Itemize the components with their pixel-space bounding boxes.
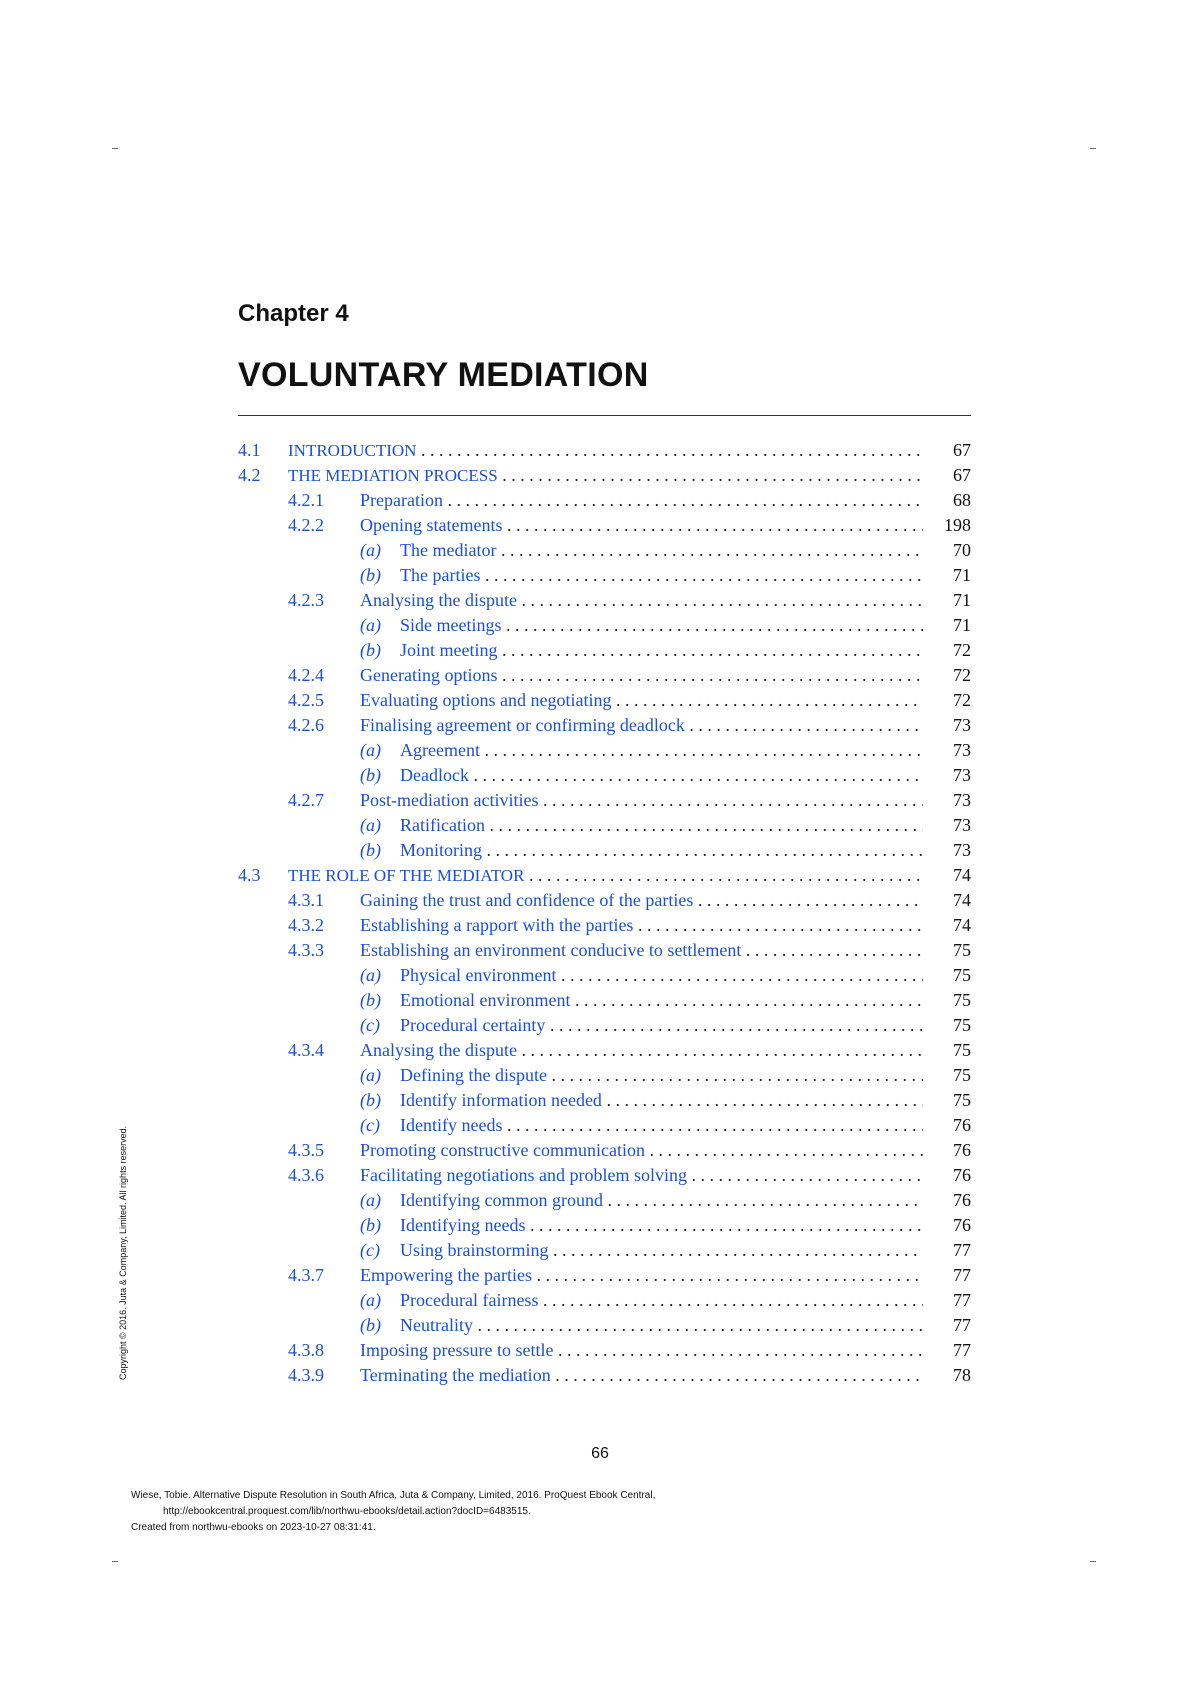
toc-entry[interactable] — [238, 863, 971, 888]
toc-entry[interactable] — [238, 838, 971, 863]
toc-entry-page: 77 — [953, 1290, 971, 1310]
toc-entry-page: 76 — [953, 1115, 971, 1135]
toc-entry[interactable] — [238, 688, 971, 713]
toc-entry-page: 78 — [953, 1365, 971, 1385]
toc-entry-number[interactable]: 4.2.7 — [288, 790, 324, 810]
toc-entry-number[interactable]: (a) — [360, 1065, 381, 1085]
toc-entry-label[interactable]: Emotional environment — [400, 990, 571, 1010]
toc-entry-title-link[interactable] — [360, 1263, 923, 1288]
toc-entry-number[interactable]: (b) — [360, 640, 381, 660]
toc-entry[interactable] — [238, 1138, 971, 1163]
toc-entry-label[interactable]: Terminating the mediation — [360, 1365, 551, 1385]
toc-entry[interactable] — [238, 1163, 971, 1188]
toc-entry[interactable] — [238, 1263, 971, 1288]
toc-entry-title-link[interactable] — [400, 1013, 923, 1038]
footer-created: Created from northwu-ebooks on 2023-10-27 08:31:41. — [131, 1522, 376, 1533]
title-divider — [238, 415, 971, 416]
toc-entry-title-link[interactable] — [400, 613, 923, 638]
toc-entry-title-link[interactable] — [360, 713, 923, 738]
toc-entry-number[interactable]: (b) — [360, 1215, 381, 1235]
toc-entry-label[interactable]: Defining the dispute — [400, 1065, 547, 1085]
toc-entry-number[interactable]: 4.3.5 — [288, 1140, 324, 1160]
toc-entry-page: 77 — [953, 1240, 971, 1260]
toc-entry[interactable] — [238, 663, 971, 688]
toc-entry[interactable] — [238, 588, 971, 613]
toc-entry[interactable] — [238, 713, 971, 738]
toc-entry-title-link[interactable] — [400, 1238, 923, 1263]
toc-entry-number[interactable]: (b) — [360, 565, 381, 585]
toc-entry-page: 76 — [953, 1140, 971, 1160]
toc-entry-number[interactable]: (a) — [360, 1290, 381, 1310]
toc-entry-title-link[interactable] — [400, 538, 923, 563]
toc-entry-page: 73 — [953, 840, 971, 860]
toc-entry-title-link[interactable] — [360, 888, 923, 913]
toc-entry[interactable] — [238, 763, 971, 788]
toc-entry-title-link[interactable] — [360, 688, 923, 713]
toc-entry-label[interactable]: Gaining the trust and confidence of the parties — [360, 890, 694, 910]
toc-entry-page: 76 — [953, 1190, 971, 1210]
toc-entry-label[interactable]: Imposing pressure to settle — [360, 1340, 554, 1360]
toc-entry-number[interactable]: 4.3.3 — [288, 940, 324, 960]
toc-entry-label[interactable]: Post-mediation activities — [360, 790, 539, 810]
toc-entry[interactable] — [238, 1288, 971, 1313]
toc-entry-title-link[interactable] — [400, 813, 923, 838]
toc-entry-page: 72 — [953, 640, 971, 660]
toc-entry-number[interactable]: (c) — [360, 1240, 380, 1260]
toc-entry[interactable] — [238, 638, 971, 663]
toc-entry-label[interactable]: Side meetings — [400, 615, 502, 635]
toc-entry-page: 75 — [953, 965, 971, 985]
toc-entry-label[interactable]: Promoting constructive communication — [360, 1140, 645, 1160]
toc-entry-page: 71 — [953, 590, 971, 610]
toc-entry[interactable] — [238, 1338, 971, 1363]
toc-entry[interactable] — [238, 1088, 971, 1113]
chapter-title: VOLUNTARY MEDIATION — [238, 356, 649, 394]
toc-entry-number[interactable]: (c) — [360, 1015, 380, 1035]
toc-entry-number[interactable]: (a) — [360, 615, 381, 635]
toc-entry-title-link[interactable] — [360, 913, 923, 938]
toc-entry-page: 72 — [953, 690, 971, 710]
toc-entry-number[interactable]: (a) — [360, 1190, 381, 1210]
toc-entry-number[interactable]: 4.3 — [238, 865, 261, 885]
toc-entry-title-link[interactable] — [360, 513, 923, 538]
toc-entry-page: 75 — [953, 1040, 971, 1060]
toc-entry-page: 70 — [953, 540, 971, 560]
toc-entry-title-link[interactable] — [400, 1113, 923, 1138]
toc-entry-title-link[interactable] — [400, 988, 923, 1013]
toc-entry[interactable] — [238, 438, 971, 463]
toc-entry-label[interactable]: Empowering the parties — [360, 1265, 532, 1285]
toc-entry-label[interactable]: Ratification — [400, 815, 485, 835]
toc-entry-title-link[interactable] — [360, 663, 923, 688]
toc-entry-number[interactable]: 4.2 — [238, 465, 261, 485]
citation-footer — [131, 1488, 655, 1536]
toc-entry[interactable] — [238, 738, 971, 763]
toc-entry-title-link[interactable] — [400, 963, 923, 988]
toc-entry-number[interactable]: 4.3.4 — [288, 1040, 324, 1060]
toc-entry-page: 74 — [953, 890, 971, 910]
footer-citation: Wiese, Tobie. Alternative Dispute Resolution in South Africa, Juta & Company, Limited, 2016. ProQuest Ebook Central, — [131, 1490, 656, 1501]
toc-entry-number[interactable]: 4.3.8 — [288, 1340, 324, 1360]
crop-mark-bottom-left — [112, 1561, 118, 1562]
toc-entry-label[interactable]: Neutrality — [400, 1315, 473, 1335]
toc-entry-title-link[interactable] — [400, 638, 923, 663]
toc-entry-title-link[interactable] — [288, 863, 923, 888]
toc-entry-title-link[interactable] — [400, 1088, 923, 1113]
toc-entry-number[interactable]: (b) — [360, 1090, 381, 1110]
toc-entry-page: 73 — [953, 715, 971, 735]
toc-entry-page: 73 — [953, 740, 971, 760]
toc-entry-page: 72 — [953, 665, 971, 685]
toc-entry-title-link[interactable] — [288, 438, 923, 463]
toc-entry-number[interactable]: (b) — [360, 990, 381, 1010]
toc-entry-title-link[interactable] — [400, 563, 923, 588]
toc-entry-number[interactable]: 4.3.7 — [288, 1265, 324, 1285]
toc-entry-label[interactable]: Monitoring — [400, 840, 483, 860]
toc-entry-label[interactable]: Physical environment — [400, 965, 557, 985]
toc-entry-number[interactable]: (a) — [360, 740, 381, 760]
toc-entry-number[interactable]: 4.2.6 — [288, 715, 324, 735]
toc-entry-page: 68 — [953, 490, 971, 510]
table-of-contents — [238, 438, 971, 1388]
toc-entry-title-link[interactable] — [360, 488, 923, 513]
toc-entry-page: 73 — [953, 790, 971, 810]
toc-entry[interactable] — [238, 488, 971, 513]
toc-entry[interactable] — [238, 1113, 971, 1138]
toc-entry-page: 76 — [953, 1215, 971, 1235]
toc-entry[interactable] — [238, 988, 971, 1013]
toc-entry-label[interactable]: Generating options — [360, 665, 498, 685]
toc-entry-label[interactable]: Procedural certainty — [400, 1015, 546, 1035]
toc-entry-number[interactable]: (b) — [360, 1315, 381, 1335]
toc-entry[interactable] — [238, 788, 971, 813]
toc-entry[interactable] — [238, 913, 971, 938]
toc-entry-number[interactable]: 4.1 — [238, 440, 261, 460]
toc-entry-label[interactable]: Opening statements — [360, 515, 503, 535]
toc-entry[interactable] — [238, 513, 971, 538]
toc-entry[interactable] — [238, 888, 971, 913]
side-copyright-notice: Copyright © 2016. Juta & Company, Limited. All rights reserved. — [118, 1125, 128, 1380]
toc-entry-label[interactable]: INTRODUCTION — [288, 441, 417, 460]
toc-entry[interactable] — [238, 1238, 971, 1263]
toc-entry-number[interactable]: 4.2.2 — [288, 515, 324, 535]
toc-entry-page: 77 — [953, 1340, 971, 1360]
toc-entry-number[interactable]: 4.2.3 — [288, 590, 324, 610]
toc-entry[interactable] — [238, 1188, 971, 1213]
toc-entry-title-link[interactable] — [360, 1338, 923, 1363]
toc-entry[interactable] — [238, 938, 971, 963]
toc-entry[interactable] — [238, 963, 971, 988]
crop-mark-top-left — [112, 148, 118, 149]
toc-entry-page: 76 — [953, 1165, 971, 1185]
toc-entry-title-link[interactable] — [360, 1138, 923, 1163]
toc-entry-page: 71 — [953, 565, 971, 585]
toc-entry-label[interactable]: Identify needs — [400, 1115, 503, 1135]
toc-entry-number[interactable]: (a) — [360, 540, 381, 560]
toc-entry[interactable] — [238, 1013, 971, 1038]
toc-entry-page: 73 — [953, 765, 971, 785]
toc-entry-page: 75 — [953, 1015, 971, 1035]
toc-entry-title-link[interactable] — [360, 1038, 923, 1063]
toc-entry-label[interactable]: Joint meeting — [400, 640, 498, 660]
footer-url-link[interactable]: http://ebookcentral.proquest.com/lib/northwu-ebooks/detail.action?docID=6483515. — [163, 1506, 531, 1517]
toc-entry-number[interactable]: 4.3.1 — [288, 890, 324, 910]
toc-entry-label[interactable]: Establishing a rapport with the parties — [360, 915, 634, 935]
toc-entry-label[interactable]: Using brainstorming — [400, 1240, 549, 1260]
toc-entry-title-link[interactable] — [360, 588, 923, 613]
toc-entry-title-link[interactable] — [360, 788, 923, 813]
toc-entry-title-link[interactable] — [400, 763, 923, 788]
crop-mark-top-right — [1090, 148, 1096, 149]
toc-entry-label[interactable]: THE MEDIATION PROCESS — [288, 466, 498, 485]
toc-entry-label[interactable]: Deadlock — [400, 765, 469, 785]
chapter-label: Chapter 4 — [238, 300, 349, 327]
toc-entry-page: 198 — [944, 515, 971, 535]
toc-entry-label[interactable]: Facilitating negotiations and problem solving — [360, 1165, 687, 1185]
toc-entry-title-link[interactable] — [360, 1163, 923, 1188]
toc-entry[interactable] — [238, 1063, 971, 1088]
toc-entry-title-link[interactable] — [400, 1063, 923, 1088]
toc-entry-page: 75 — [953, 990, 971, 1010]
toc-entry[interactable] — [238, 563, 971, 588]
toc-entry[interactable] — [238, 813, 971, 838]
toc-entry-number[interactable]: 4.2.4 — [288, 665, 324, 685]
toc-entry-number[interactable]: 4.3.6 — [288, 1165, 324, 1185]
toc-entry-title-link[interactable] — [360, 1363, 923, 1388]
toc-entry-label[interactable]: Preparation — [360, 490, 443, 510]
toc-entry-title-link[interactable] — [400, 1288, 923, 1313]
toc-entry-page: 75 — [953, 1065, 971, 1085]
toc-entry-title-link[interactable] — [400, 1213, 923, 1238]
toc-entry-page: 71 — [953, 615, 971, 635]
toc-entry-number[interactable]: (b) — [360, 840, 381, 860]
toc-entry-page: 67 — [953, 465, 971, 485]
toc-entry-number[interactable]: 4.3.9 — [288, 1365, 324, 1385]
toc-entry-title-link[interactable] — [288, 463, 923, 488]
toc-entry-page: 74 — [953, 865, 971, 885]
toc-entry-number[interactable]: 4.3.2 — [288, 915, 324, 935]
toc-entry-page: 77 — [953, 1265, 971, 1285]
toc-entry-title-link[interactable] — [400, 1188, 923, 1213]
toc-entry[interactable] — [238, 1363, 971, 1388]
toc-entry-page: 75 — [953, 940, 971, 960]
toc-entry-title-link[interactable] — [360, 938, 923, 963]
toc-entry-title-link[interactable] — [400, 1313, 923, 1338]
toc-entry-label[interactable]: THE ROLE OF THE MEDIATOR — [288, 866, 525, 885]
toc-entry-label[interactable]: Finalising agreement or confirming deadlock — [360, 715, 685, 735]
toc-entry-page: 75 — [953, 1090, 971, 1110]
toc-entry-label[interactable]: The parties — [400, 565, 481, 585]
crop-mark-bottom-right — [1090, 1561, 1096, 1562]
toc-entry-number[interactable]: 4.2.5 — [288, 690, 324, 710]
toc-entry-number[interactable]: (a) — [360, 815, 381, 835]
toc-entry-number[interactable]: (a) — [360, 965, 381, 985]
toc-entry-page: 73 — [953, 815, 971, 835]
toc-entry[interactable] — [238, 1213, 971, 1238]
toc-entry-label[interactable]: Analysing the dispute — [360, 1040, 517, 1060]
toc-entry[interactable] — [238, 613, 971, 638]
toc-entry[interactable] — [238, 538, 971, 563]
page-number: 66 — [591, 1445, 609, 1462]
toc-entry-title-link[interactable] — [400, 838, 923, 863]
toc-entry-page: 74 — [953, 915, 971, 935]
toc-entry-number[interactable]: 4.2.1 — [288, 490, 324, 510]
toc-entry-page: 77 — [953, 1315, 971, 1335]
toc-entry-label[interactable]: Procedural fairness — [400, 1290, 539, 1310]
toc-entry-label[interactable]: Agreement — [400, 740, 480, 760]
toc-entry-number[interactable]: (b) — [360, 765, 381, 785]
toc-entry[interactable] — [238, 1038, 971, 1063]
toc-entry-label[interactable]: The mediator — [400, 540, 497, 560]
toc-entry-label[interactable]: Analysing the dispute — [360, 590, 517, 610]
toc-entry-label[interactable]: Evaluating options and negotiating — [360, 690, 612, 710]
toc-entry-label[interactable]: Identifying common ground — [400, 1190, 603, 1210]
toc-entry-label[interactable]: Identifying needs — [400, 1215, 526, 1235]
toc-entry-label[interactable]: Establishing an environment conducive to settlement — [360, 940, 742, 960]
toc-entry-page: 67 — [953, 440, 971, 460]
toc-entry[interactable] — [238, 463, 971, 488]
toc-entry[interactable] — [238, 1313, 971, 1338]
toc-entry-number[interactable]: (c) — [360, 1115, 380, 1135]
toc-entry-label[interactable]: Identify information needed — [400, 1090, 602, 1110]
toc-entry-title-link[interactable] — [400, 738, 923, 763]
